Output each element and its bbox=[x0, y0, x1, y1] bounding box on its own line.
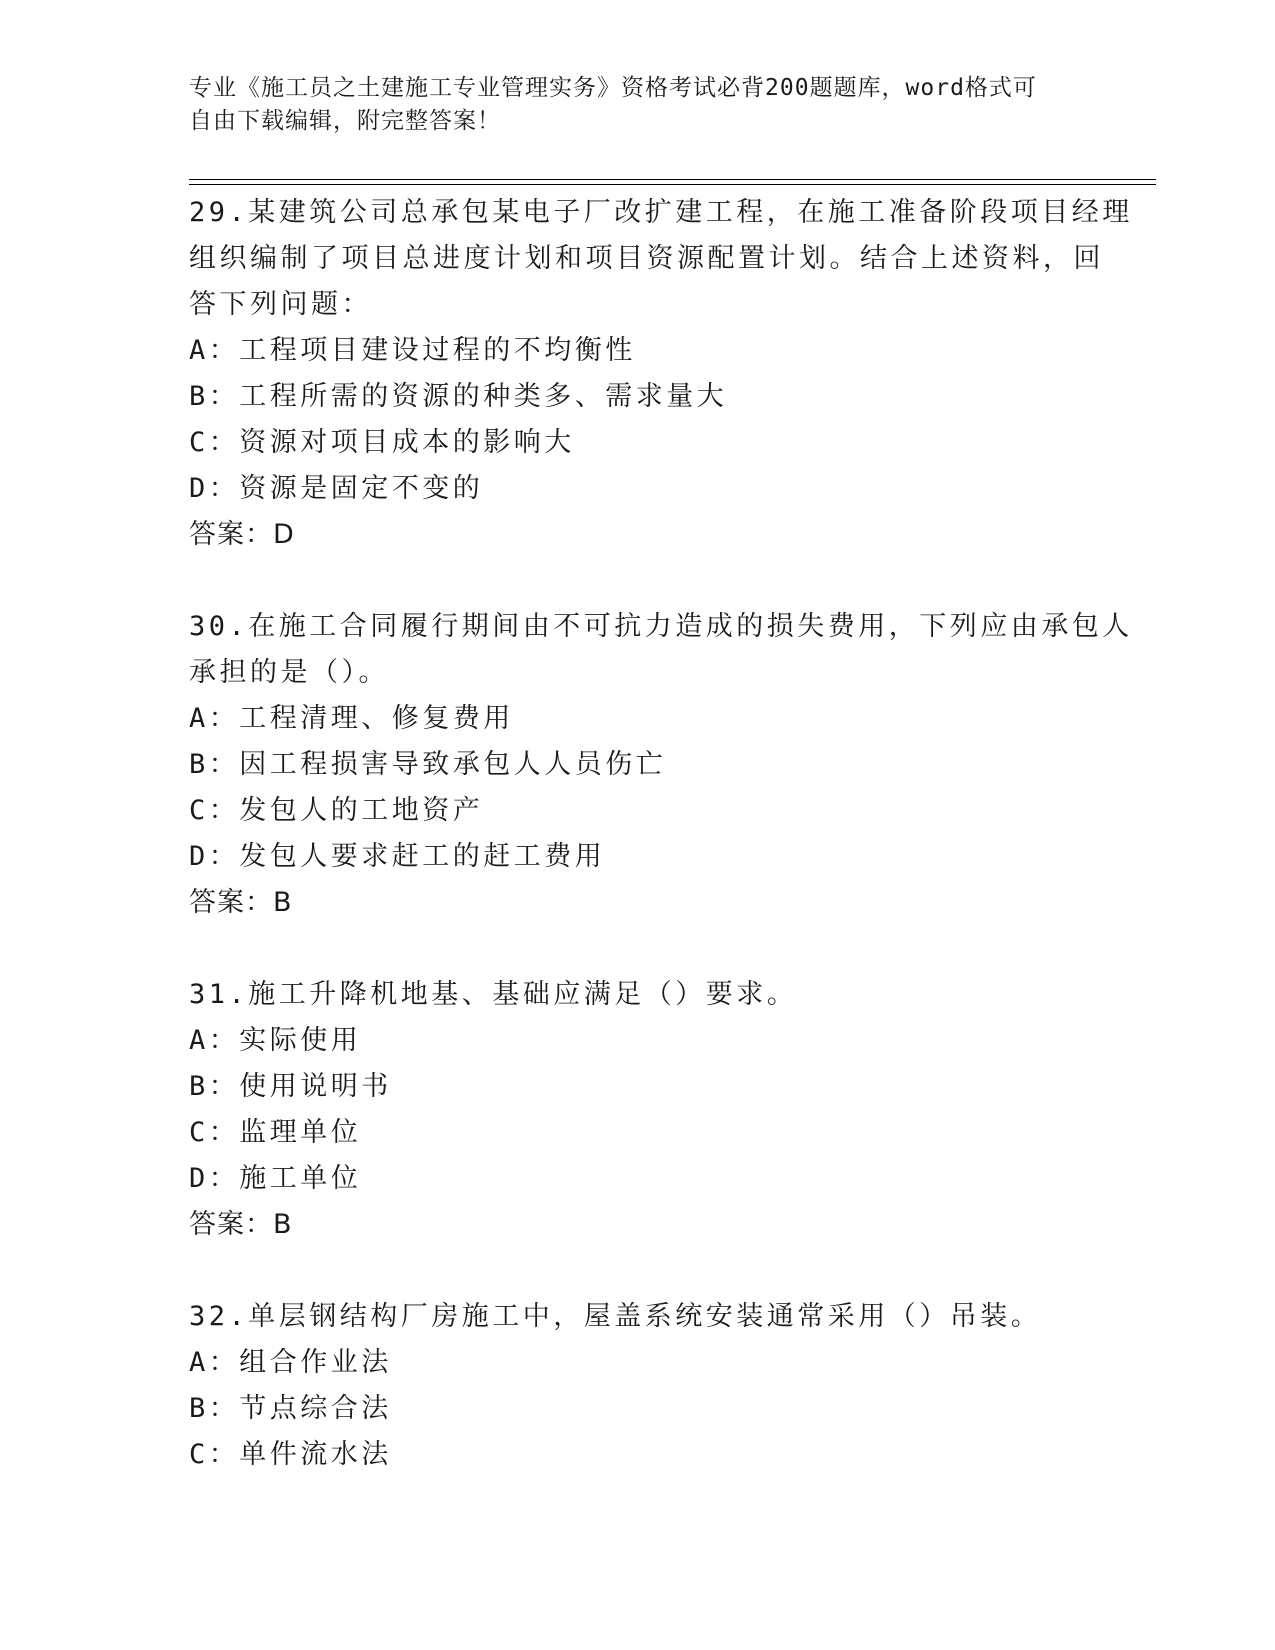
question-stem-line: 30.在施工合同履行期间由不可抗力造成的损失费用，下列应由承包人 bbox=[189, 611, 1133, 642]
header-divider-bottom bbox=[189, 184, 1156, 185]
question-stem-line: 32.单层钢结构厂房施工中，屋盖系统安装通常采用（）吊装。 bbox=[189, 1301, 1042, 1332]
option-line: B：因工程损害导致承包人人员伤亡 bbox=[189, 749, 667, 780]
question-stem-line: 组织编制了项目总进度计划和项目资源配置计划。结合上述资料，回 bbox=[189, 243, 1104, 274]
option-line: C：发包人的工地资产 bbox=[189, 795, 484, 826]
option-line: C：资源对项目成本的影响大 bbox=[189, 427, 575, 458]
option-line: A：工程项目建设过程的不均衡性 bbox=[189, 335, 636, 366]
option-line: A：实际使用 bbox=[189, 1025, 362, 1056]
question-block bbox=[189, 1294, 1089, 1478]
answer-line: 答案：B bbox=[189, 1209, 293, 1240]
header-line-2: 自由下载编辑，附完整答案！ bbox=[189, 108, 501, 134]
option-line: C：单件流水法 bbox=[189, 1439, 392, 1470]
question-stem-line: 承担的是（）。 bbox=[189, 657, 389, 688]
option-line: D：发包人要求赶工的赶工费用 bbox=[189, 841, 606, 872]
header-line-1: 专业《施工员之土建施工专业管理实务》资格考试必背200题题库，word格式可 bbox=[189, 75, 1037, 101]
option-line: B：节点综合法 bbox=[189, 1393, 392, 1424]
option-line: A：组合作业法 bbox=[189, 1347, 392, 1378]
question-block bbox=[189, 190, 1133, 558]
option-line: D：资源是固定不变的 bbox=[189, 473, 484, 504]
answer-line: 答案：D bbox=[189, 519, 295, 550]
document-header bbox=[189, 72, 1089, 138]
option-line: B：使用说明书 bbox=[189, 1071, 392, 1102]
option-line: D：施工单位 bbox=[189, 1163, 362, 1194]
option-line: C：监理单位 bbox=[189, 1117, 362, 1148]
question-block bbox=[189, 604, 1133, 926]
header-divider-top bbox=[189, 179, 1156, 180]
question-list bbox=[189, 190, 1133, 1524]
question-block bbox=[189, 972, 1089, 1248]
question-stem-line: 31.施工升降机地基、基础应满足（）要求。 bbox=[189, 979, 798, 1010]
question-stem-line: 答下列问题： bbox=[189, 289, 372, 320]
option-line: A：工程清理、修复费用 bbox=[189, 703, 514, 734]
option-line: B：工程所需的资源的种类多、需求量大 bbox=[189, 381, 728, 412]
question-stem-line: 29.某建筑公司总承包某电子厂改扩建工程，在施工准备阶段项目经理 bbox=[189, 197, 1133, 228]
answer-line: 答案：B bbox=[189, 887, 293, 918]
